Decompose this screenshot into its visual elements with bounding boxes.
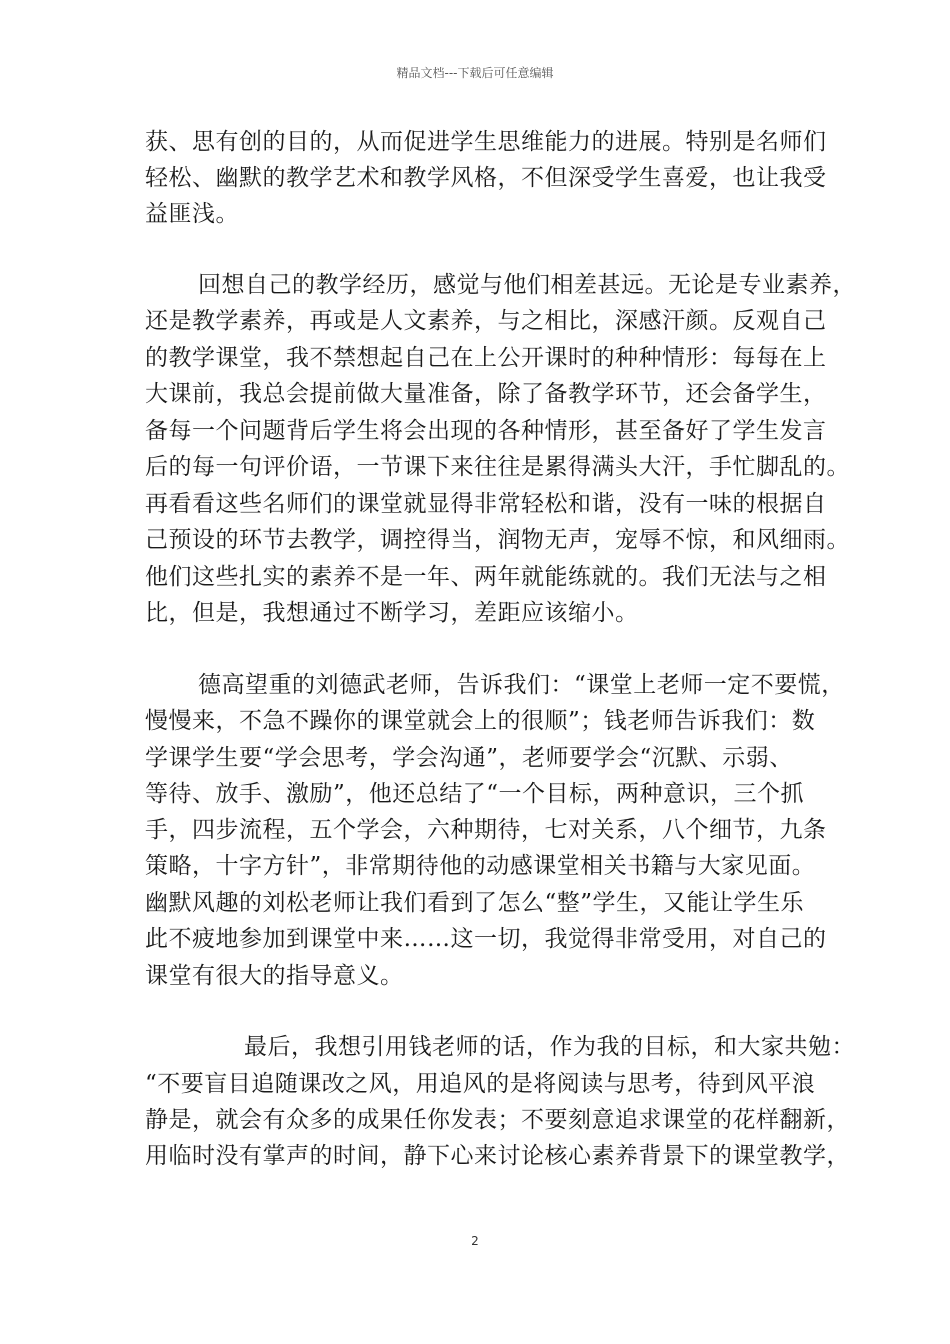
text-line: 备每一个问题背后学生将会出现的各种情形，甚至备好了学生发言 (145, 418, 827, 444)
page-header: 精品文档---下载后可任意编辑 (396, 66, 554, 80)
paragraph-first-line: 最后，我想引用钱老师的话，作为我的目标，和大家共勉： (244, 1034, 855, 1060)
text-line: 轻松、幽默的教学艺术和教学风格，不但深受学生喜爱，也让我受 (145, 165, 827, 191)
text-line: 手，四步流程，五个学会，六种期待，七对关系，八个细节，九条 (145, 817, 827, 843)
text-line: 用临时没有掌声的时间，静下心来讨论核心素养背景下的课堂教学， (145, 1143, 850, 1169)
text-line: 等待、放手、激励”，他还总结了“一个目标，两种意识，三个抓 (145, 781, 805, 807)
text-line: 策略，十字方针”，非常期待他的动感课堂相关书籍与大家见面。 (145, 853, 816, 879)
page-number: 2 (471, 1234, 479, 1248)
text-line: 课堂有很大的指导意义。 (145, 963, 404, 989)
text-line: 再看看这些名师们的课堂就显得非常轻松和谐，没有一味的根据自 (145, 491, 827, 517)
text-line: 己预设的环节去教学，调控得当，润物无声，宠辱不惊，和风细雨。 (145, 527, 850, 553)
text-line: 益匪浅。 (145, 201, 239, 227)
text-line: 幽默风趣的刘松老师让我们看到了怎么“整”学生，又能让学生乐 (145, 890, 805, 916)
text-line: 后的每一句评价语，一节课下来往往是累得满头大汗，手忙脚乱的。 (145, 454, 850, 480)
paragraph-first-line: 回想自己的教学经历，感觉与他们相差甚远。无论是专业素养， (198, 272, 856, 298)
text-line: 慢慢来，不急不躁你的课堂就会上的很顺”；钱老师告诉我们：数 (145, 708, 816, 734)
text-line: 比，但是，我想通过不断学习，差距应该缩小。 (145, 600, 639, 626)
text-line: 大课前，我总会提前做大量准备，除了备教学环节，还会备学生， (145, 381, 827, 407)
text-line: 学课学生要“学会思考，学会沟通”，老师要学会“沉默、示弱、 (145, 745, 793, 771)
text-line: 还是教学素养，再或是人文素养，与之相比，深感汗颜。反观自己 (145, 308, 827, 334)
text-line: 此不疲地参加到课堂中来……这一切，我觉得非常受用，对自己的 (145, 926, 827, 952)
text-line: 的教学课堂，我不禁想起自己在上公开课时的种种情形：每每在上 (145, 345, 827, 371)
text-line: 静是，就会有众多的成果任你发表；不要刻意追求课堂的花样翻新， (145, 1107, 850, 1133)
text-line: 他们这些扎实的素养不是一年、两年就能练就的。我们无法与之相 (145, 564, 827, 590)
text-line: “不要盲目追随课改之风，用追风的是将阅读与思考，待到风平浪 (145, 1071, 816, 1097)
text-line: 获、思有创的目的，从而促进学生思维能力的进展。特别是名师们 (145, 129, 827, 155)
paragraph-first-line: 德高望重的刘德武老师，告诉我们：“课堂上老师一定不要慌， (198, 672, 845, 698)
